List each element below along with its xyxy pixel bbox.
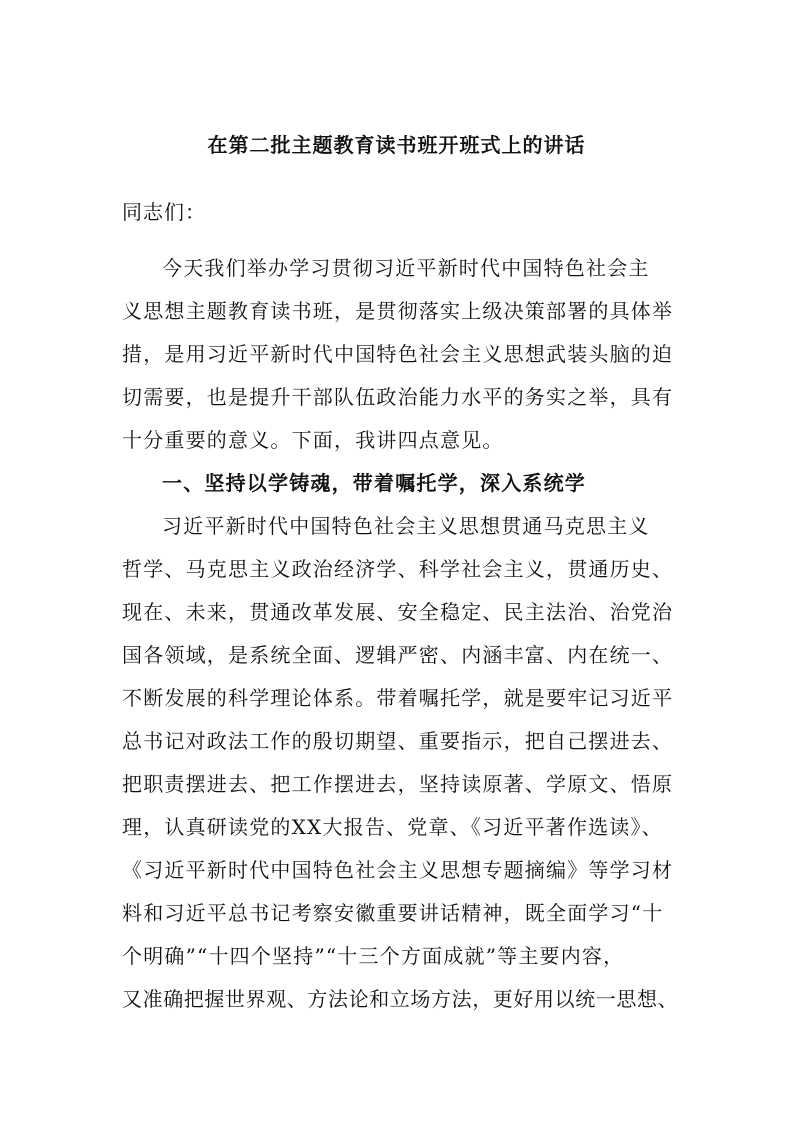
paragraph-line: 措，是用习近平新时代中国特色社会主义思想武装头脑的迫 [122, 342, 674, 366]
paragraph-line: 习近平新时代中国特色社会主义思想贯通马克思主义 [162, 514, 650, 538]
paragraph-line: 哲学、马克思主义政治经济学、科学社会主义，贯通历史、 [122, 557, 674, 581]
section-heading: 一、坚持以学铸魂，带着嘱托学，深入系统学 [162, 471, 586, 495]
paragraph-line: 把职责摆进去、把工作摆进去，坚持读原著、学原文、悟原 [122, 772, 674, 796]
paragraph-line: 《习近平新时代中国特色社会主义思想专题摘编》等学习材 [122, 858, 674, 882]
salutation: 同志们： [122, 200, 206, 224]
paragraph-line: 个明确”“十四个坚持”“十三个方面成就”等主要内容， [122, 944, 625, 968]
paragraph-line: 不断发展的科学理论体系。带着嘱托学，就是要牢记习近平 [122, 686, 674, 710]
paragraph-line: 料和习近平总书记考察安徽重要讲话精神，既全面学习“十 [122, 901, 664, 925]
document-title: 在第二批主题教育读书班开班式上的讲话 [207, 133, 586, 157]
paragraph-line: 又准确把握世界观、方法论和立场方法，更好用以统一思想、 [122, 987, 679, 1011]
paragraph-line: 今天我们举办学习贯彻习近平新时代中国特色社会主 [162, 256, 650, 280]
paragraph-line: 总书记对政法工作的殷切期望、重要指示，把自己摆进去、 [122, 729, 674, 753]
paragraph-line: 现在、未来，贯通改革发展、安全稳定、民主法治、治党治 [122, 600, 674, 624]
paragraph-line: 理，认真研读党的XX大报告、党章、《习近平著作选读》、 [122, 815, 663, 839]
paragraph-line: 十分重要的意义。下面，我讲四点意见。 [122, 428, 504, 452]
paragraph-line: 国各领域，是系统全面、逻辑严密、内涵丰富、内在统一、 [122, 643, 674, 667]
paragraph-line: 切需要，也是提升干部队伍政治能力水平的务实之举，具有 [122, 385, 674, 409]
paragraph-line: 义思想主题教育读书班，是贯彻落实上级决策部署的具体举 [122, 299, 674, 323]
